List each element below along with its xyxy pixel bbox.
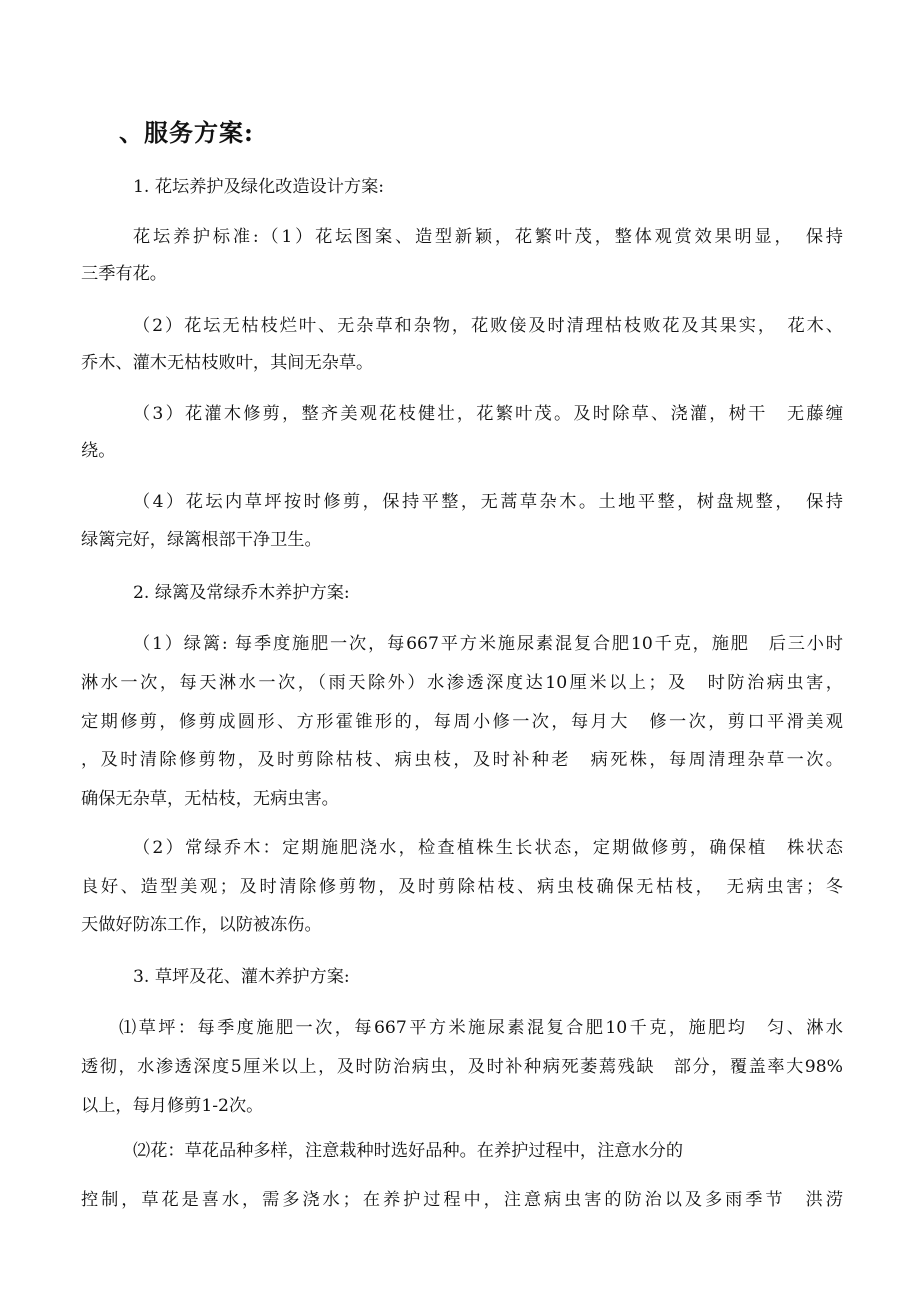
section-1-title: 1. 花坛养护及绿化改造设计方案: — [133, 177, 385, 197]
paragraph-line: 定期修剪，修剪成圆形、方形霍锥形的，每周小修一次，每月大 修一次，剪口平滑美观 — [81, 712, 843, 732]
paragraph-line: 透彻，水渗透深度5厘米以上，及时防治病虫，及时补种病死萎蔫残缺 部分，覆盖率大98% — [81, 1057, 843, 1077]
section-2-title: 2. 绿篱及常绿乔木养护方案: — [133, 583, 350, 603]
paragraph-line: 控制，草花是喜水，需多浇水；在养护过程中，注意病虫害的防治以及多雨季节 洪涝 — [81, 1190, 843, 1210]
paragraph-line: 绕。 — [81, 441, 116, 461]
paragraph-line: 以上，每月修剪1-2次。 — [81, 1096, 264, 1116]
paragraph-line: 花坛养护标准:（1）花坛图案、造型新颖，花繁叶茂，整体观赏效果明显， 保持 — [133, 227, 843, 247]
paragraph-line: ，及时清除修剪物，及时剪除枯枝、病虫枝，及时补种老 病死株，每周清理杂草一次。 — [81, 750, 843, 770]
paragraph-line: 天做好防冻工作，以防被冻伤。 — [81, 915, 322, 935]
paragraph-line: 三季有花。 — [81, 264, 167, 284]
paragraph-line: ⑵花：草花品种多样，注意栽种时选好品种。在养护过程中，注意水分的 — [133, 1141, 684, 1161]
paragraph-line: （2）花坛无枯枝烂叶、无杂草和杂物，花败倿及时清理枯枝败花及其果实， 花木、 — [133, 316, 843, 336]
paragraph-line: （3）花灌木修剪，整齐美观花枝健壮，花繁叶茂。及时除草、浇灌，树干 无藤缠 — [133, 404, 843, 424]
paragraph-line: （2）常绿乔木：定期施肥浇水，检查植株生长状态，定期做修剪，确保植 株状态 — [133, 838, 843, 858]
page-heading: 、服务方案: — [119, 118, 254, 147]
paragraph-line: （1）绿篱: 每季度施肥一次，每667平方米施尿素混复合肥10千克，施肥 后三小时 — [133, 634, 843, 654]
paragraph-line: 良好、造型美观；及时清除修剪物，及时剪除枯枝、病虫枝确保无枯枝， 无病虫害；冬 — [81, 877, 843, 897]
paragraph-line: 淋水一次，每天淋水一次，（雨天除外）水渗透深度达10厘米以上；及 时防治病虫害， — [81, 673, 843, 693]
paragraph-line: ⑴草坪：每季度施肥一次，每667平方米施尿素混复合肥10千克，施肥均 匀、淋水 — [119, 1018, 843, 1038]
section-3-title: 3. 草坪及花、灌木养护方案: — [133, 967, 350, 987]
paragraph-line: （4）花坛内草坪按时修剪，保持平整，无蒿草杂木。土地平整，树盘规整， 保持 — [133, 492, 843, 512]
paragraph-line: 确保无杂草，无枯枝，无病虫害。 — [81, 789, 339, 809]
paragraph-line: 乔木、灌木无枯枝败叶，其间无杂草。 — [81, 353, 374, 373]
paragraph-line: 绿篱完好，绿篱根部干净卫生。 — [81, 530, 322, 550]
